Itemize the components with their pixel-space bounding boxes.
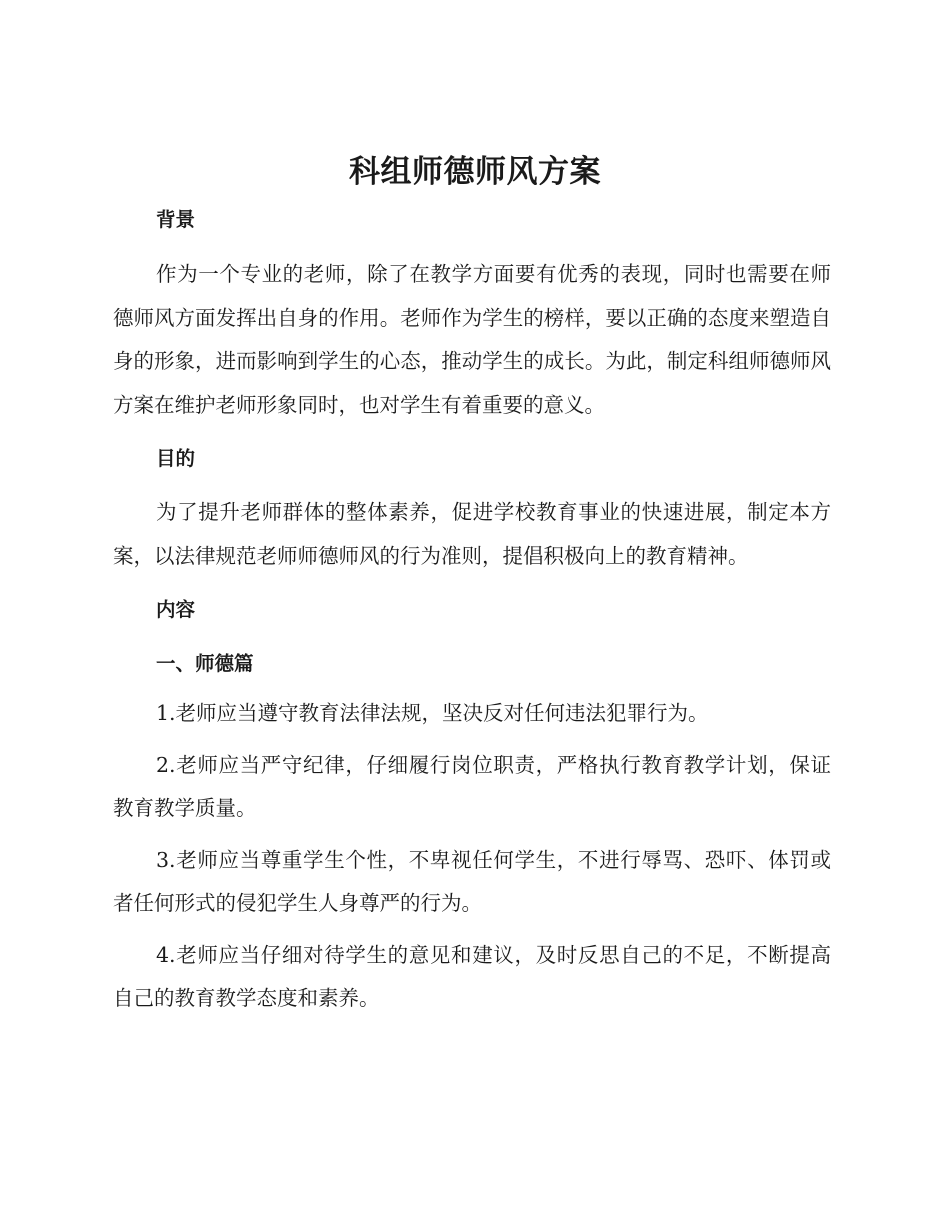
goal-paragraph: 为了提升老师群体的整体素养，促进学校教育事业的快速进展，制定本方案，以法律规范老师师德师风的行为准则，提倡积极向上的教育精神。 <box>113 500 831 568</box>
document-body <box>113 202 831 1029</box>
background-paragraph: 作为一个专业的老师，除了在教学方面要有优秀的表现，同时也需要在师德师风方面发挥出自身的作用。老师作为学生的榜样，要以正确的态度来塑造自身的形象，进而影响到学生的心态，推动学生的成长。为此，制定科组师德师风方案在维护老师形象同时，也对学生有着重要的意义。 <box>113 262 831 417</box>
list-item: 2.老师应当严守纪律，仔细履行岗位职责，严格执行教育教学计划，保证教育教学质量。 <box>113 752 831 820</box>
goal-heading: 目的 <box>156 447 196 470</box>
content-heading: 内容 <box>156 598 196 621</box>
background-heading: 背景 <box>156 208 196 231</box>
list-item: 4.老师应当仔细对待学生的意见和建议，及时反思自己的不足，不断提高自己的教育教学态度和素养。 <box>113 942 831 1010</box>
section-heading-teacher-ethics: 一、师德篇 <box>156 652 254 675</box>
document-title: 科组师德师风方案 <box>349 154 601 190</box>
list-item: 3.老师应当尊重学生个性，不卑视任何学生，不进行辱骂、恐吓、体罚或者任何形式的侵犯学生人身尊严的行为。 <box>113 847 831 915</box>
list-item: 1.老师应当遵守教育法律法规，坚决反对任何违法犯罪行为。 <box>156 701 709 725</box>
